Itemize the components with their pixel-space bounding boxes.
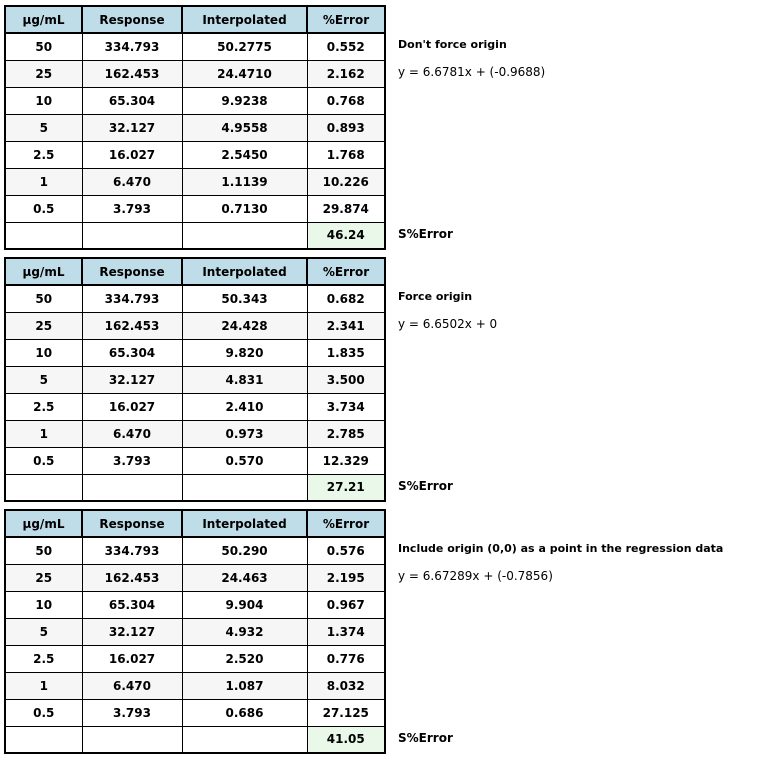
regression-title: Include origin (0,0) as a point in the regression data [398,542,724,555]
table-cell: 16.027 [82,645,182,672]
sum-error-cell: 41.05 [307,726,385,753]
table-row [5,60,385,87]
table-cell: 2.410 [182,393,307,420]
table-cell: 2.785 [307,420,385,447]
table-cell: 5 [5,366,82,393]
table-cell: 6.470 [82,420,182,447]
table-cell: 50 [5,33,82,60]
table-cell: 9.820 [182,339,307,366]
table-cell: 0.576 [307,537,385,564]
table-cell: 334.793 [82,537,182,564]
table-cell: 32.127 [82,618,182,645]
table-cell: 3.793 [82,195,182,222]
table-row [5,618,385,645]
empty-cell [182,474,307,501]
table-cell: 1.1139 [182,168,307,195]
header-cell-response: Response [82,6,182,33]
table-cell: 2.5 [5,141,82,168]
table-cell: 2.195 [307,564,385,591]
table-cell: 32.127 [82,366,182,393]
table-cell: 5 [5,114,82,141]
table-cell: 1 [5,672,82,699]
table-cell: 16.027 [82,393,182,420]
table-cell: 0.682 [307,285,385,312]
table-cell: 12.329 [307,447,385,474]
table-cell: 2.520 [182,645,307,672]
sum-error-label: S%Error [398,479,453,493]
table-row [5,87,385,114]
table-cell: 6.470 [82,168,182,195]
table-cell: 65.304 [82,591,182,618]
regression-title: Don't force origin [398,38,507,51]
data-table [4,509,386,754]
header-cell-interpolated: Interpolated [182,258,307,285]
table-cell: 2.162 [307,60,385,87]
table-cell: 3.793 [82,699,182,726]
header-cell-interpolated: Interpolated [182,510,307,537]
table-cell: 0.967 [307,591,385,618]
sum-error-label: S%Error [398,731,453,745]
table-cell: 334.793 [82,33,182,60]
header-cell-ugml: µg/mL [5,6,82,33]
table-cell: 10.226 [307,168,385,195]
table-cell: 65.304 [82,339,182,366]
table-cell: 3.734 [307,393,385,420]
sum-row [5,222,385,249]
table-cell: 24.4710 [182,60,307,87]
table-cell: 1.835 [307,339,385,366]
table-cell: 3.500 [307,366,385,393]
table-row [5,420,385,447]
table-cell: 32.127 [82,114,182,141]
table-cell: 162.453 [82,312,182,339]
table-cell: 0.552 [307,33,385,60]
table-row [5,366,385,393]
empty-cell [82,474,182,501]
empty-cell [82,726,182,753]
regression-section-no-force [4,5,760,250]
table-row [5,699,385,726]
table-cell: 4.831 [182,366,307,393]
table-cell: 16.027 [82,141,182,168]
empty-cell [182,222,307,249]
table-cell: 10 [5,87,82,114]
table-cell: 9.9238 [182,87,307,114]
table-row [5,339,385,366]
table-cell: 4.9558 [182,114,307,141]
table-row [5,672,385,699]
table-cell: 10 [5,591,82,618]
regression-section-include-origin [4,509,760,754]
table-cell: 9.904 [182,591,307,618]
table-cell: 1.087 [182,672,307,699]
header-cell-percent-error: %Error [307,6,385,33]
table-cell: 0.686 [182,699,307,726]
table-cell: 50 [5,285,82,312]
table-header [5,258,385,285]
table-cell: 27.125 [307,699,385,726]
table-cell: 50.290 [182,537,307,564]
regression-equation: y = 6.6781x + (-0.9688) [398,65,546,79]
annotation-column [398,257,760,502]
table-cell: 0.5 [5,447,82,474]
table-cell: 65.304 [82,87,182,114]
table-cell: 24.428 [182,312,307,339]
header-row [5,510,385,537]
table-cell: 0.893 [307,114,385,141]
table-cell: 25 [5,312,82,339]
table-row [5,195,385,222]
table-cell: 50.343 [182,285,307,312]
table-row [5,393,385,420]
table-header [5,510,385,537]
sum-row [5,726,385,753]
empty-cell [182,726,307,753]
table-cell: 334.793 [82,285,182,312]
sum-error-cell: 27.21 [307,474,385,501]
table-cell: 0.7130 [182,195,307,222]
table-cell: 0.973 [182,420,307,447]
table-cell: 162.453 [82,60,182,87]
sum-error-cell: 46.24 [307,222,385,249]
regression-title: Force origin [398,290,473,303]
table-row [5,312,385,339]
header-row [5,258,385,285]
empty-cell [5,222,82,249]
header-row [5,6,385,33]
table-cell: 4.932 [182,618,307,645]
header-cell-response: Response [82,510,182,537]
data-table [4,5,386,250]
table-cell: 0.768 [307,87,385,114]
empty-cell [5,474,82,501]
table-cell: 24.463 [182,564,307,591]
header-cell-percent-error: %Error [307,510,385,537]
table-cell: 0.5 [5,699,82,726]
table-row [5,168,385,195]
sum-row [5,474,385,501]
header-cell-interpolated: Interpolated [182,6,307,33]
table-cell: 2.5450 [182,141,307,168]
table-row [5,33,385,60]
table-cell: 25 [5,60,82,87]
annotation-column [398,509,760,754]
empty-cell [82,222,182,249]
regression-section-force-origin [4,257,760,502]
table-cell: 10 [5,339,82,366]
annotation-column [398,5,760,250]
table-cell: 2.341 [307,312,385,339]
table-cell: 2.5 [5,393,82,420]
table-cell: 5 [5,618,82,645]
regression-equation: y = 6.6502x + 0 [398,317,498,331]
table-cell: 50.2775 [182,33,307,60]
header-cell-ugml: µg/mL [5,510,82,537]
table-row [5,645,385,672]
table-cell: 8.032 [307,672,385,699]
table-header [5,6,385,33]
table-cell: 3.793 [82,447,182,474]
header-cell-response: Response [82,258,182,285]
table-cell: 29.874 [307,195,385,222]
table-cell: 6.470 [82,672,182,699]
table-cell: 1 [5,168,82,195]
table-cell: 162.453 [82,564,182,591]
table-row [5,447,385,474]
table-row [5,564,385,591]
empty-cell [5,726,82,753]
table-cell: 0.5 [5,195,82,222]
table-cell: 2.5 [5,645,82,672]
table-row [5,591,385,618]
table-row [5,537,385,564]
table-cell: 25 [5,564,82,591]
table-row [5,285,385,312]
table-cell: 1.374 [307,618,385,645]
table-cell: 50 [5,537,82,564]
sum-error-label: S%Error [398,227,453,241]
header-cell-percent-error: %Error [307,258,385,285]
table-cell: 1 [5,420,82,447]
table-cell: 0.570 [182,447,307,474]
regression-equation: y = 6.67289x + (-0.7856) [398,569,553,583]
header-cell-ugml: µg/mL [5,258,82,285]
table-row [5,141,385,168]
table-row [5,114,385,141]
table-cell: 1.768 [307,141,385,168]
data-table [4,257,386,502]
table-cell: 0.776 [307,645,385,672]
